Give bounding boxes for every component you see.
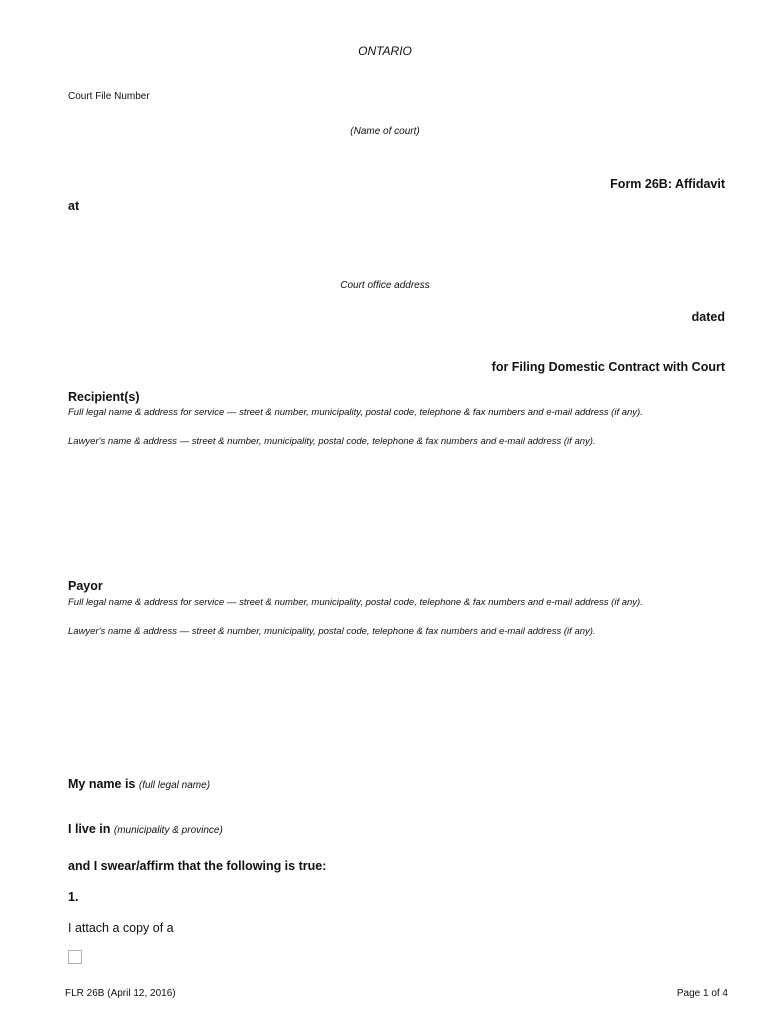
- live-line: [68, 822, 223, 836]
- court-office-address-hint: Court office address: [340, 280, 430, 291]
- item-number: 1.: [68, 890, 79, 904]
- court-name-hint: (Name of court): [350, 126, 420, 137]
- attach-text: I attach a copy of a: [68, 921, 174, 935]
- footer-page-indicator: Page 1 of 4: [676, 988, 728, 999]
- dated-label: dated: [691, 310, 725, 324]
- name-line: [68, 777, 210, 791]
- payor-lawyer-hint: Lawyer's name & address — street & number, municipality, postal code, telephone & fax numbers and e-mail address (if any).: [68, 626, 596, 637]
- form-title: Form 26B: Affidavit: [610, 177, 725, 191]
- footer-form-id: FLR 26B (April 12, 2016): [65, 988, 176, 999]
- court-file-number-label: Court File Number: [68, 91, 150, 102]
- jurisdiction-title: ONTARIO: [358, 44, 412, 58]
- recipient-name-address-hint: Full legal name & address for service — street & number, municipality, postal code, telephone & fax numbers and e-mail address (if any).: [68, 407, 643, 418]
- swear-statement: and I swear/affirm that the following is true:: [68, 859, 327, 873]
- payor-heading: Payor: [68, 579, 103, 593]
- form-subtitle: for Filing Domestic Contract with Court: [491, 360, 725, 374]
- live-label: I live in: [68, 822, 111, 836]
- recipient-lawyer-hint: Lawyer's name & address — street & number, municipality, postal code, telephone & fax numbers and e-mail address (if any).: [68, 436, 596, 447]
- name-label: My name is: [68, 777, 136, 791]
- live-hint: (municipality & province): [113, 825, 223, 836]
- name-hint: (full legal name): [138, 780, 211, 791]
- at-label: at: [68, 199, 80, 213]
- payor-name-address-hint: Full legal name & address for service — street & number, municipality, postal code, telephone & fax numbers and e-mail address (if any).: [68, 597, 643, 608]
- domestic-contract-checkbox[interactable]: [68, 950, 82, 964]
- recipient-heading: Recipient(s): [68, 390, 140, 404]
